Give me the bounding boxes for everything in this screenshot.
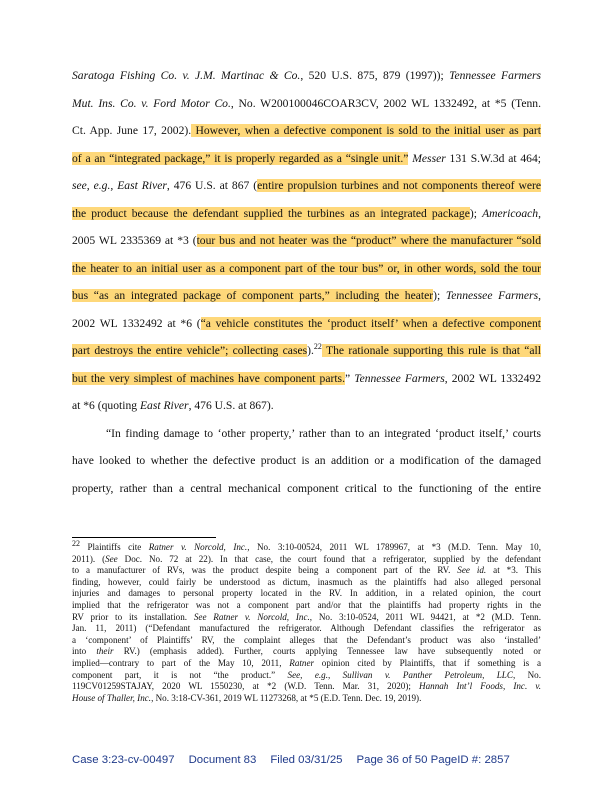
body-line bbox=[72, 90, 541, 118]
case-citation: See, e.g., Sullivan v. Panther Petroleum, LLC bbox=[287, 669, 513, 680]
text-run: at *6 (quoting bbox=[72, 399, 140, 412]
text-run: RV.) (emphasis added). Further, courts applying Tennessee law have subsequently noted or bbox=[113, 646, 542, 657]
case-citation: See Ratner v. Norcold, Inc. bbox=[193, 611, 310, 622]
text-run: 131 S.W.3d at 464; bbox=[445, 151, 541, 165]
footnote bbox=[72, 538, 542, 704]
text-run: 2011). ( bbox=[72, 553, 106, 564]
text-run: , No. bbox=[512, 669, 541, 680]
footnote-line: implied that the refrigerator was not a component part and/or that the plaintiffs had property rights in the bbox=[72, 599, 541, 610]
highlighted-text: entire propulsion turbines and not components thereof were bbox=[257, 179, 541, 192]
body-line bbox=[72, 392, 541, 420]
highlighted-text: part destroys the entire vehicle”; collecting cases bbox=[72, 344, 308, 357]
footnote-line: finding, however, could fairly be understood as dictum, inasmuch as the plaintiffs had also alleged personal bbox=[72, 576, 541, 587]
footnote-ref[interactable]: 22 bbox=[313, 342, 322, 352]
footnote-line bbox=[72, 612, 541, 624]
text-run: Plaintiffs cite bbox=[80, 542, 149, 552]
highlighted-text: tour bus and not heater was the “product” where the manufacturer “sold bbox=[196, 234, 541, 247]
case-citation: Ratner v. Norcold, Inc. bbox=[148, 542, 248, 552]
page-info: Page 36 of 50 PageID #: 2857 bbox=[356, 754, 510, 766]
footnote-line bbox=[72, 565, 541, 577]
text-run: , No. 3:18-CV-361, 2019 WL 11273268, at *5 (E.D. Tenn. Dec. 19, 2019). bbox=[151, 692, 422, 703]
case-citation: see, e.g., East River bbox=[72, 179, 167, 192]
text-run: , 476 U.S. at 867 ( bbox=[166, 179, 258, 192]
case-citation: Tennessee Farmers bbox=[449, 69, 541, 82]
footnote-line: a ‘component’ of Plaintiffs’ RV, the complaint alleges that the Defendant’s product was also ‘installed’ bbox=[72, 634, 541, 645]
highlighted-text: “a vehicle constitutes the ‘product itself’ when a defective component bbox=[200, 316, 541, 330]
text-run: , 520 U.S. 875, 879 (1997)); bbox=[300, 69, 450, 82]
footnote-line: Jan. 11, 2011) (“Defendant manufactured the refrigerator. Although Defendant classifies the refrigerator as bbox=[72, 623, 541, 634]
case-citation: Saratoga Fishing Co. v. J.M. Martinac & Co. bbox=[72, 69, 301, 82]
body-line bbox=[72, 200, 541, 228]
text-run: implied—contrary to part of the May 10, 2011, bbox=[72, 657, 290, 668]
text-run: See bbox=[105, 553, 118, 564]
body-line bbox=[72, 365, 541, 393]
body-line: property, rather than a central mechanical component critical to the functioning of the entire bbox=[72, 481, 541, 495]
footnote-line bbox=[72, 646, 541, 658]
case-citation: Tennessee Farmers bbox=[445, 289, 539, 302]
text-run: Doc. No. 72 at 22). In that case, the court found that a refrigerator, supplied by the defendant bbox=[117, 553, 541, 564]
body-line: have looked to whether the defective product is an addition or a modification of the damaged bbox=[72, 454, 541, 467]
text-run: ). bbox=[307, 344, 314, 357]
highlighted-text: The rationale supporting this rule is that “all bbox=[321, 344, 541, 357]
footnote-line bbox=[72, 681, 541, 693]
text-run: , bbox=[538, 289, 541, 302]
page-footer bbox=[72, 754, 542, 766]
body-line: “In finding damage to ‘other property,’ rather than to an integrated ‘product itself,’ courts bbox=[106, 426, 541, 440]
case-citation: East River bbox=[139, 399, 189, 412]
case-citation: Hannah Int’l Foods, Inc. v. bbox=[419, 681, 541, 692]
footnote-number: 22 bbox=[72, 538, 80, 548]
highlighted-text: of a an “integrated package,” it is properly regarded as a “single unit.” bbox=[72, 151, 409, 165]
text-run: , bbox=[538, 206, 541, 220]
case-citation: Messer bbox=[412, 151, 446, 165]
text-run: RV prior to its installation. bbox=[72, 611, 194, 622]
text-run: , No. W200100046COAR3CV, 2002 WL 1332492, at *5 (Tenn. bbox=[230, 96, 541, 110]
text-run: Ct. App. June 17, 2002). bbox=[72, 124, 192, 137]
text-run: ); bbox=[469, 206, 483, 220]
body-line bbox=[72, 227, 541, 255]
body-line bbox=[72, 62, 541, 90]
case-citation: Mut. Ins. Co. v. Ford Motor Co. bbox=[72, 96, 231, 110]
text-run: , No. 3:10-0524, 2011 WL 94421, at *2 (M.D. Tenn. bbox=[309, 611, 541, 622]
highlighted-text: the product because the defendant supplied the turbines as an integrated package bbox=[72, 206, 470, 220]
text-run: ); bbox=[433, 289, 446, 302]
document-number: Document 83 bbox=[188, 754, 257, 766]
text-run: to a manufacturer of RVs, was the product despite being a component part of the RV. bbox=[72, 565, 458, 576]
filed-date: Filed 03/31/25 bbox=[270, 754, 343, 766]
text-run: 2002 WL 1332492 at *6 ( bbox=[72, 316, 201, 330]
body-line bbox=[72, 145, 541, 173]
body-text bbox=[72, 62, 541, 502]
text-run: , 476 U.S. at 867). bbox=[188, 399, 274, 412]
case-number: Case 3:23-cv-00497 bbox=[72, 754, 175, 766]
text-run: their bbox=[96, 646, 114, 657]
footnote-line: injuries and damages to personal property located in the RV. In addition, in a related opinion, the court bbox=[72, 588, 541, 599]
body-line bbox=[72, 282, 541, 310]
text-run: Ratner bbox=[289, 657, 315, 668]
footnote-separator bbox=[72, 537, 216, 538]
body-line bbox=[72, 172, 541, 200]
footnote-line bbox=[72, 658, 541, 670]
text-run: , 2002 WL 1332492 bbox=[444, 371, 541, 385]
text-run: 119CV01259STAJAY, 2020 WL 1550230, at *2 (W.D. Tenn. Mar. 31, 2020); bbox=[72, 681, 420, 692]
body-line bbox=[72, 337, 541, 365]
body-line bbox=[72, 255, 541, 283]
footnote-line bbox=[72, 693, 541, 705]
text-run: component part, it is not “the product.” bbox=[72, 669, 288, 680]
text-run: opinion cited by Plaintiffs, that if something is a bbox=[314, 657, 541, 668]
footnote-line bbox=[72, 554, 541, 566]
highlighted-text: the heater to an initial user as a component part of the tour bus” or, in other words, sold the tour bbox=[72, 261, 541, 275]
case-citation: Tennessee Farmers bbox=[354, 371, 445, 385]
body-line bbox=[72, 310, 541, 338]
footnote-line bbox=[72, 670, 541, 682]
footnote-line bbox=[72, 538, 541, 554]
case-citation: Americoach bbox=[482, 206, 539, 220]
text-run: 2005 WL 2335369 at *3 ( bbox=[72, 234, 197, 247]
text-run: ” bbox=[344, 371, 355, 385]
highlighted-text: but the very simplest of machines have component parts. bbox=[72, 371, 345, 385]
highlighted-text: However, when a defective component is sold to the initial user as part bbox=[191, 124, 541, 137]
text-run: See id. bbox=[457, 565, 487, 576]
text-run: at *3. This bbox=[486, 565, 541, 576]
text-run: into bbox=[72, 646, 97, 657]
highlighted-text: bus “as an integrated package of component parts,” including the heater bbox=[72, 289, 434, 302]
text-run: , No. 3:10-00524, 2011 WL 1789967, at *3 (M.D. Tenn. May 10, bbox=[247, 542, 541, 552]
body-line bbox=[72, 117, 541, 145]
case-citation: House of Thaller, Inc. bbox=[72, 692, 152, 703]
